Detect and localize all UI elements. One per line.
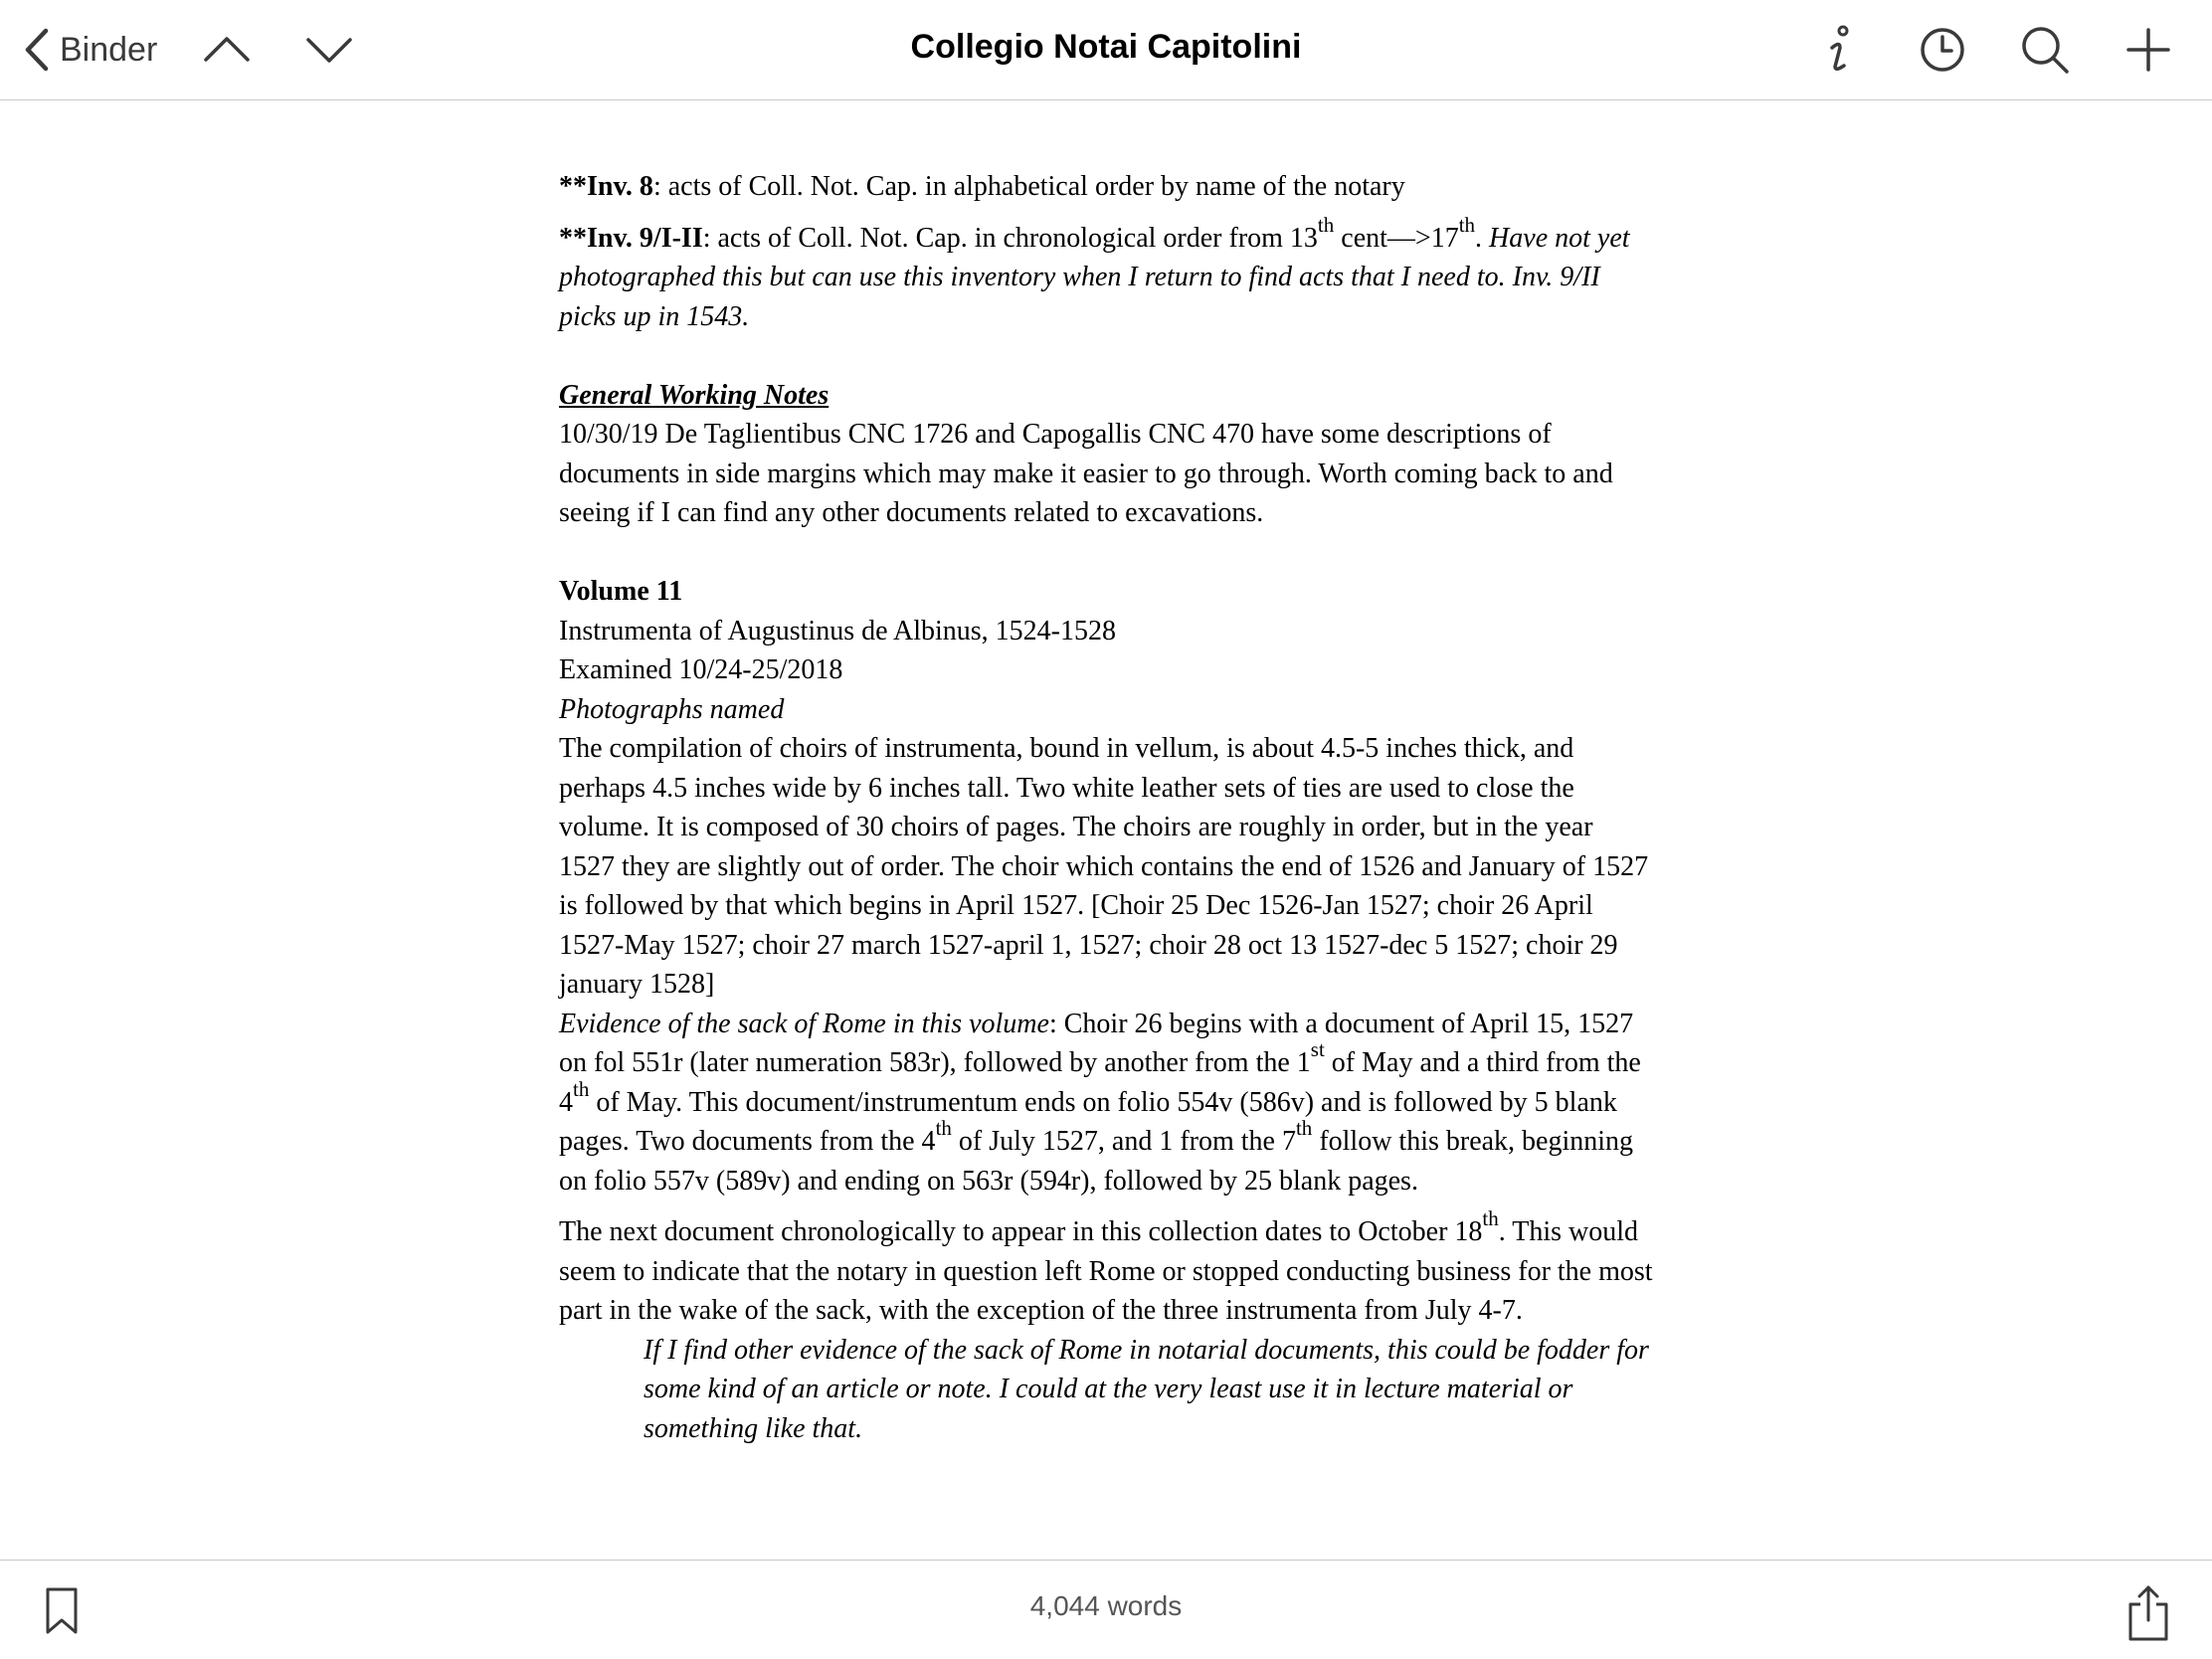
evidence-text: : Choir 26 begins with a document of April 15, 1527 on fol 551r (later numeration 583r), followed by another from the 1 <box>559 1008 1634 1078</box>
spacer <box>559 533 1653 573</box>
next-document-paragraph <box>559 1206 1653 1331</box>
bottom-toolbar <box>0 1560 2212 1659</box>
next-text: The next document chronologically to appear in this collection dates to October 18 <box>559 1216 1483 1247</box>
next-text: . This would seem to indicate that the notary in question left Rome or stopped conducting business for the most part in the wake of the sack, with the exception of the three instrumenta from July 4-7. <box>559 1216 1653 1326</box>
document-body[interactable] <box>559 167 1653 1448</box>
evidence-text: of July 1527, and 1 from the 7 <box>951 1126 1296 1157</box>
back-to-binder-button[interactable] <box>22 24 157 76</box>
compilation-paragraph: The compilation of choirs of instrumenta, bound in vellum, is about 4.5-5 inches thick, and perhaps 4.5 inches wide by 6 inches tall. Two white leather sets of ties are used to close the volume. It is composed of 30 choirs of pages. The choirs are roughly in order, but in the year 1527 they are slightly out of order. The choir which contains the end of 1526 and January of 1527 is followed by that which begins in April 1527. [Choir 25 Dec 1526-Jan 1527; choir 26 April 1527-May 1527; choir 27 march 1527-april 1, 1527; choir 28 oct 13 1527-dec 5 1527; choir 29 january 1528] <box>559 733 1649 1000</box>
inv9-paragraph <box>559 212 1653 337</box>
inv9-italic-note: Have not yet photographed this but can use this inventory when I return to find acts that I need to. Inv. 9/II picks up in 1543. <box>559 222 1630 332</box>
inv9-sup-2: th <box>1458 212 1476 237</box>
general-notes-heading: General Working Notes <box>559 379 830 411</box>
chevron-left-icon <box>22 27 52 73</box>
search-icon[interactable] <box>2019 24 2071 76</box>
evidence-sup: th <box>935 1116 952 1140</box>
evidence-text: follow this break, beginning on folio 557v (589v) and ending on 563r (594r), followed by 25 blank pages. <box>559 1126 1634 1197</box>
plus-icon[interactable] <box>2122 24 2174 76</box>
share-icon[interactable] <box>2126 1584 2170 1642</box>
evidence-sup: th <box>573 1076 590 1101</box>
document-title: Collegio Notai Capitolini <box>910 28 1302 66</box>
top-toolbar <box>0 0 2212 100</box>
inv9-text: cent—>17 <box>1334 222 1459 254</box>
evidence-label: Evidence of the sack of Rome in this volume <box>559 1008 1049 1039</box>
inv8-paragraph <box>559 167 1653 207</box>
back-button-label: Binder <box>60 30 158 69</box>
general-notes-text: 10/30/19 De Taglientibus CNC 1726 and Capogallis CNC 470 have some descriptions of documents in side margins which may make it easier to go through. Worth coming back to and seeing if I can find any other documents related to excavations. <box>559 419 1613 528</box>
inv9-sup-1: th <box>1317 212 1335 237</box>
chevron-up-icon[interactable] <box>202 30 252 70</box>
volume-heading: Volume 11 <box>559 576 683 607</box>
evidence-sup: st <box>1310 1037 1325 1061</box>
spacer <box>559 336 1653 376</box>
evidence-text: of May. This document/instrumentum ends on folio 554v (586v) and is followed by 5 blank pages. Two documents from the 4 <box>559 1086 1617 1157</box>
chevron-down-icon[interactable] <box>304 30 354 70</box>
inv9-text: : acts of Coll. Not. Cap. in chronological order from 13 <box>702 222 1318 254</box>
clock-icon[interactable] <box>1917 24 1968 76</box>
inv8-label: **Inv. 8 <box>559 171 653 202</box>
evidence-paragraph <box>559 1005 1653 1201</box>
word-count[interactable]: 4,044 words <box>1029 1590 1183 1621</box>
inv9-text: . <box>1475 222 1490 254</box>
volume-line: Photographs named <box>559 693 785 725</box>
evidence-text: of May and a third from the 4 <box>559 1047 1641 1118</box>
next-sup: th <box>1482 1206 1499 1230</box>
inv8-text: : acts of Coll. Not. Cap. in alphabetical order by name of the notary <box>652 171 1405 202</box>
evidence-sup: th <box>1295 1116 1313 1140</box>
inv9-label: **Inv. 9/I-II <box>559 222 703 254</box>
info-icon[interactable] <box>1812 24 1864 76</box>
volume-line: Examined 10/24-25/2018 <box>559 654 843 685</box>
fodder-note: If I find other evidence of the sack of Rome in notarial documents, this could be fodder for some kind of an article or note. I could at the very least use it in lecture material or something like that. <box>644 1334 1649 1444</box>
volume-line: Instrumenta of Augustinus de Albinus, 1524-1528 <box>559 615 1116 646</box>
